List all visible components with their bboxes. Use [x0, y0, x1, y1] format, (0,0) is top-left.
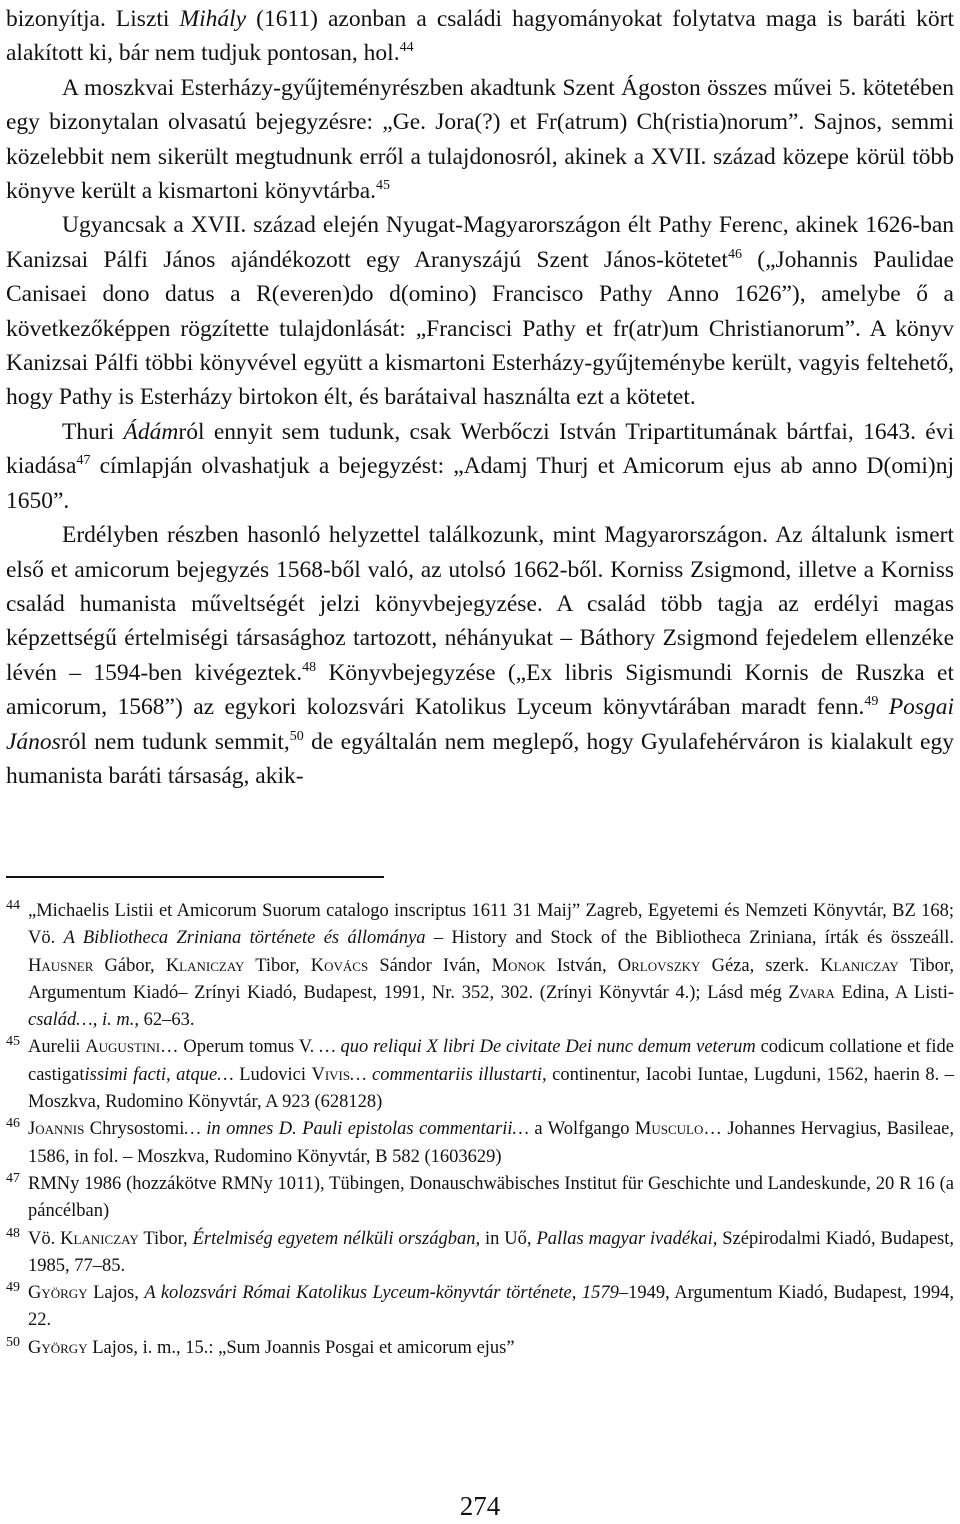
footnote-number: 46	[6, 1116, 20, 1132]
text-run-italic: Mihály	[179, 6, 247, 32]
footnote-ref[interactable]: 45	[376, 178, 391, 194]
footnote-44	[6, 898, 954, 1034]
footnote-text: Vö. Klaniczay Tibor, Értelmiség egyetem nélküli országban, in Uő, Pallas magyar ivadékai, Szépirodalmi Kiadó, Budapest, 1985, 77–85.	[28, 1228, 955, 1276]
footnote-text: Joannis Chrysostomi… in omnes D. Pauli epistolas commentarii… a Wolfgango Musculo… Johannes Hervagius, Basileae, 1586, in fol. – Moszkva, Rudomino Könyvtár, B 582 (1603629)	[28, 1119, 954, 1167]
footnote-text: György Lajos, i. m., 15.: „Sum Joannis Posgai et amicorum ejus”	[28, 1337, 515, 1358]
footnote-ref[interactable]: 47	[76, 453, 91, 469]
paragraph-3	[6, 208, 954, 414]
footnote-49	[6, 1280, 954, 1335]
text-run: ról nem tudunk semmit,	[60, 728, 290, 755]
page-number: 274	[459, 1491, 501, 1521]
footnote-ref[interactable]: 49	[864, 694, 879, 710]
footnote-text: „Michaelis Listii et Amicorum Suorum catalogo inscriptus 1611 31 Maij” Zagreb, Egyetemi és Nemzeti Könyvtár, BZ 168; Vö. A Bibliotheca Zriniana története és állománya – History and Stock of the Bibliotheca Zriniana, írták és összeáll. Hausner Gábor, Klaniczay Tibor, Kovács Sándor Iván, Monok István, Orlovszky Géza, szerk. Klaniczay Tibor, Argumentum Kiadó– Zrínyi Kiadó, Budapest, 1991, Nr. 352, 302. (Zrínyi Könyvtár 4.); Lásd még Zvara Edina, A Listi-család…, i. m., 62–63.	[28, 901, 954, 1031]
text-run: címlapján olvashatjuk a bejegyzést: „Adamj Thurj et Amicorum ejus ab anno D(omi)nj 1650”.	[6, 453, 954, 514]
text-run: Könyvbejegyzése („Ex libris Sigismundi Kornis de Ruszka et amicorum, 1568”) az egykori kolozsvári Katolikus Lyceum könyvtárában maradt fenn.	[6, 659, 954, 721]
text-run: bizonyítja. Liszti	[6, 6, 180, 32]
text-run: („Johannis Paulidae Canisaei dono datus a R(everen)do d(omino) Francisco Pathy Anno 1626”), amelybe ő a következőképpen rögzítette tulajdonlását: „Francisci Pathy et fr(atr)um Christianorum”. A könyv Kanizsai Pálfi többi könyvével együtt a kismartoni Esterházy-gyűjteménybe került, vagyis feltehető, hogy Pathy is Esterházy birtokon élt, és barátaival használta ezt a kötetet.	[6, 246, 954, 411]
footnote-number: 44	[6, 898, 20, 913]
text-run: ról ennyit sem tudunk, csak Werbőczi István Tripartitumának bártfai, 1643. évi kiadása	[6, 418, 954, 480]
footnote-separator	[6, 876, 384, 878]
footnote-ref[interactable]: 46	[727, 247, 742, 263]
paragraph-1	[6, 2, 954, 71]
text-run-italic: Posgai János	[6, 694, 954, 755]
footnote-47	[6, 1171, 954, 1226]
paragraph-4	[6, 415, 954, 518]
footnote-48	[6, 1226, 954, 1281]
footnote-number: 49	[6, 1280, 20, 1296]
text-run: Thuri	[62, 418, 124, 445]
footnote-46	[6, 1116, 954, 1171]
footnote-number: 48	[6, 1225, 20, 1241]
footnote-ref[interactable]: 44	[399, 40, 414, 56]
text-run: de egyáltalán nem meglepő, hogy Gyulafehérváron is kialakult egy humanista baráti társaság, akik-	[6, 728, 954, 789]
footnote-number: 47	[6, 1170, 20, 1186]
text-run: A moszkvai Esterházy-gyűjteményrészben akadtunk Szent Ágoston összes művei 5. kötetében egy bizonytalan olvasatú bejegyzésre: „Ge. Jora(?) et Fr(atrum) Ch(ristia)norum”. Sajnos, semmi közelebbit nem sikerült megtudnunk erről a tulajdonosról, akinek a XVII. század közepe körül több könyve került a kismartoni könyvtárba.	[6, 74, 954, 205]
footnote-text: György Lajos, A kolozsvári Római Katolikus Lyceum-könyvtár története, 1579–1949, Argumentum Kiadó, Budapest, 1994, 22.	[28, 1283, 955, 1331]
text-run-italic: Ádám	[123, 418, 179, 445]
footnote-number: 50	[6, 1334, 20, 1350]
paragraph-2	[6, 71, 954, 209]
footnote-45	[6, 1034, 954, 1116]
paragraph-5	[6, 518, 954, 793]
text-run: Erdélyben részben hasonló helyzettel találkozunk, mint Magyarországon. Az általunk ismert első et amicorum bejegyzés 1568-ből való, az utolsó 1662-ből. Korniss Zsigmond, illetve a Korniss család humanista műveltségét jelzi könyvbejegyzése. A család több tagja az erdélyi magas képzettségű értelmiségi társasághoz tartozott, néhányukat – Báthory Zsigmond fejedelem ellenzéke lévén – 1594-ben kivégeztek.	[6, 522, 954, 686]
footnote-number: 45	[6, 1034, 20, 1050]
footnote-ref[interactable]: 48	[302, 659, 317, 675]
footnote-ref[interactable]: 50	[289, 728, 304, 744]
footnote-text: RMNy 1986 (hozzákötve RMNy 1011), Tübingen, Donauschwäbisches Institut für Geschichte und Landeskunde, 20 R 16 (a páncélban)	[28, 1173, 954, 1222]
footnotes	[6, 898, 954, 1362]
text-run: Ugyancsak a XVII. század elején Nyugat-Magyarországon élt Pathy Ferenc, akinek 1626-ban Kanizsai Pálfi János ajándékozott egy Aranyszájú Szent János-kötetet	[6, 212, 954, 273]
main-text	[6, 2, 954, 793]
text-run: (1611) azonban a családi hagyományokat folytatva maga is baráti kört alakított ki, bár nem tudjuk pontosan, hol.	[6, 6, 954, 67]
footnote-text: Aurelii Augustini… Operum tomus V. … quo reliqui X libri De civitate Dei nunc demum veterum codicum collatione et fide castigatissimi facti, atque… Ludovici Vivis… commentariis illustarti, continentur, Iacobi Iuntae, Lugduni, 1562, haerin 8. – Moszkva, Rudomino Könyvtár, A 923 (628128)	[28, 1037, 954, 1113]
footnote-50	[6, 1335, 954, 1362]
